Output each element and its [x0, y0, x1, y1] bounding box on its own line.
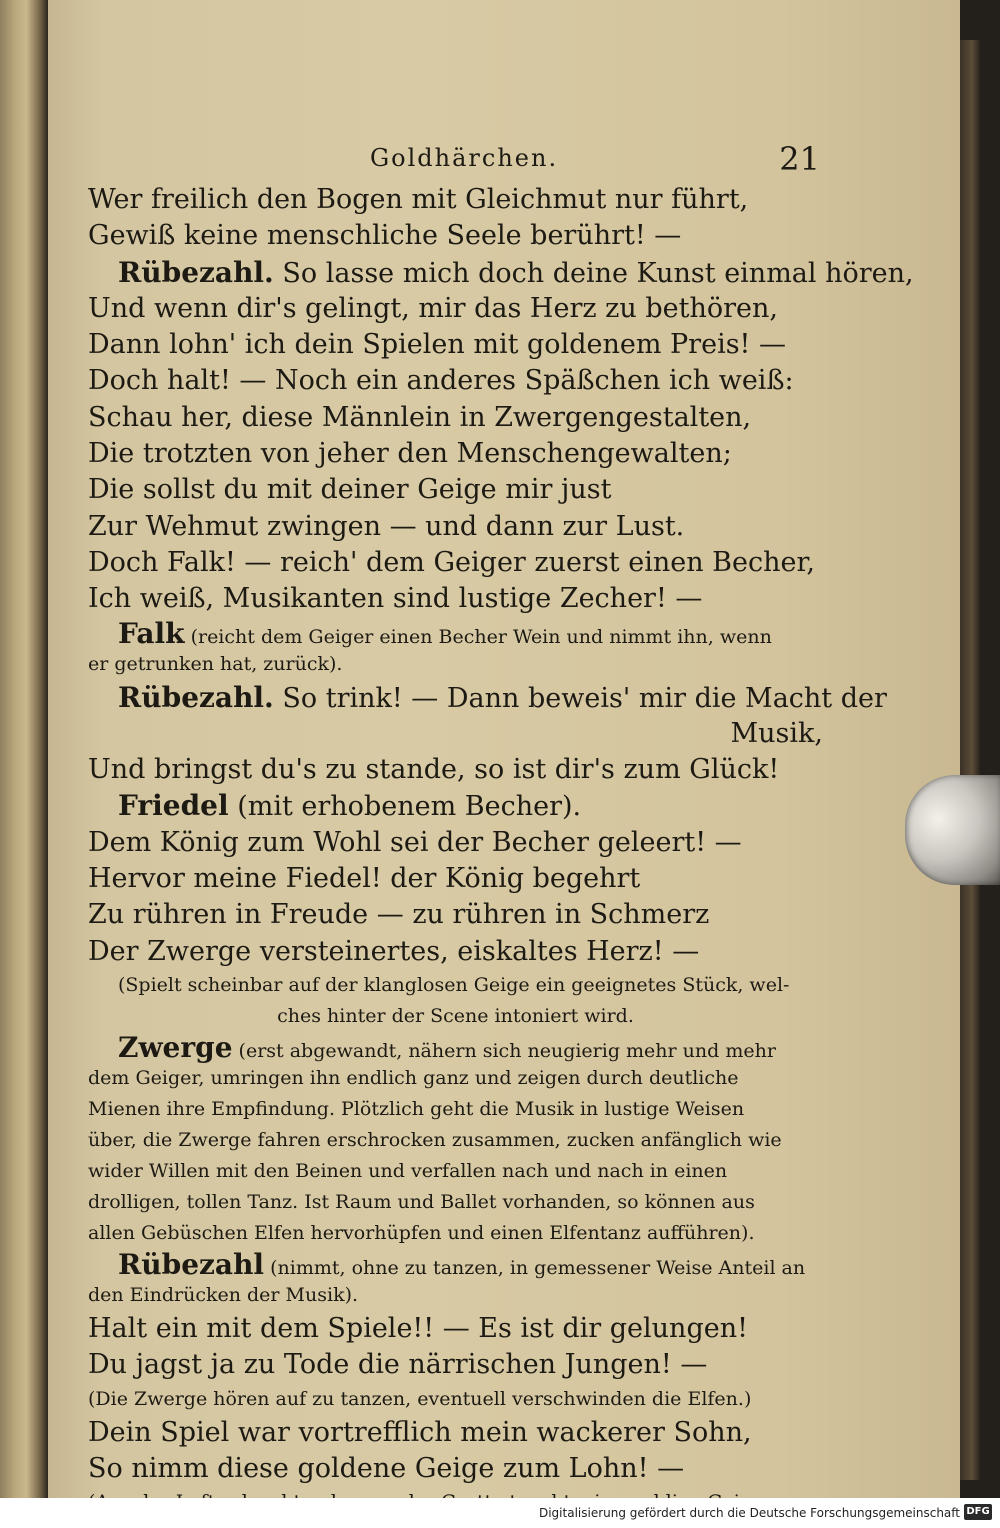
- speaker-line: [88, 788, 823, 824]
- line-text: Und bringst du's zu stande, so ist dir's zum Glück!: [88, 754, 780, 786]
- speaker-line: [88, 255, 914, 291]
- page-text: [88, 182, 914, 1518]
- footer-credit: Digitalisierung gefördert durch die Deutsche Forschungsgemeinschaft: [538, 1506, 960, 1520]
- verse-line: [88, 400, 823, 436]
- line-text: Der Zwerge versteinertes, eiskaltes Herz! —: [88, 935, 700, 967]
- line-text: Halt ein mit dem Spiele!! — Es ist dir gelungen!: [88, 1312, 748, 1344]
- line-text: Hervor meine Fiedel! der König begehrt: [88, 863, 641, 895]
- line-text: Doch halt! — Noch ein anderes Späßchen ich weiß:: [88, 365, 794, 397]
- verse-line: [88, 825, 823, 861]
- stage-direction-line: [88, 970, 823, 1001]
- line-text: (Die Zwerge hören auf zu tanzen, eventuell verschwinden die Elfen.): [88, 1387, 752, 1410]
- verse-line: [88, 716, 823, 752]
- speaker-name: Rübezahl.: [118, 255, 274, 289]
- line-text: Gewiß keine menschliche Seele berührt! —: [88, 220, 682, 252]
- line-text: Du jagst ja zu Tode die närrischen Jungen! —: [88, 1349, 708, 1381]
- verse-line: [88, 1451, 823, 1487]
- line-text: den Eindrücken der Musik).: [88, 1283, 359, 1306]
- stage-direction-line: [88, 1156, 823, 1187]
- verse-line: [88, 472, 823, 508]
- line-text: So lasse mich doch deine Kunst einmal hören,: [273, 257, 914, 289]
- line-text: Musik,: [730, 717, 823, 749]
- stage-direction-line: [88, 1063, 823, 1094]
- stage-direction-line: [88, 1187, 823, 1218]
- verse-line: [88, 509, 823, 545]
- running-head: [90, 140, 820, 180]
- verse-line: [88, 897, 823, 933]
- line-text: Und wenn dir's gelingt, mir das Herz zu bethören,: [88, 292, 778, 324]
- verse-line: [88, 1415, 823, 1451]
- page-number: 21: [779, 140, 820, 178]
- verse-line: [88, 1311, 823, 1347]
- line-text: Zu rühren in Freude — zu rühren in Schmerz: [88, 899, 710, 931]
- stage-direction-line: [88, 1280, 823, 1311]
- page-clip: [905, 775, 1000, 885]
- verse-line: [88, 363, 823, 399]
- stage-direction-line: [88, 649, 823, 680]
- stage-direction-line: [88, 1384, 823, 1415]
- verse-line: [88, 861, 823, 897]
- left-page-edge: [0, 0, 48, 1498]
- stage-direction-line: [88, 1125, 823, 1156]
- line-text: Wer freilich den Bogen mit Gleichmut nur führt,: [88, 184, 749, 215]
- speaker-name: Rübezahl.: [118, 680, 274, 714]
- line-text: Mienen ihre Empfindung. Plötzlich geht die Musik in lustige Weisen: [88, 1097, 745, 1120]
- line-text: er getrunken hat, zurück).: [88, 652, 343, 675]
- speaker-line: [88, 1032, 823, 1063]
- footer-bar: [0, 1498, 1000, 1528]
- line-text: (nimmt, ohne zu tanzen, in gemessener Weise Anteil an: [264, 1256, 806, 1279]
- verse-line: [88, 752, 823, 788]
- line-text: ches hinter der Scene intoniert wird.: [277, 1004, 634, 1027]
- verse-line: [88, 934, 823, 970]
- line-text: So nimm diese goldene Geige zum Lohn! —: [88, 1452, 685, 1484]
- line-text: dem Geiger, umringen ihn endlich ganz und zeigen durch deutliche: [88, 1066, 739, 1089]
- speaker-line: [88, 618, 823, 649]
- verse-line: [88, 1347, 823, 1383]
- line-text: über, die Zwerge fahren erschrocken zusammen, zucken anfänglich wie: [88, 1128, 782, 1151]
- line-text: Schau her, diese Männlein in Zwergengestalten,: [88, 401, 752, 433]
- line-text: (mit erhobenem Becher).: [228, 791, 582, 823]
- speaker-name: Rübezahl: [118, 1247, 265, 1281]
- verse-line: [88, 436, 823, 472]
- verse-line: [88, 545, 823, 581]
- book-right-edge: [960, 40, 980, 1480]
- speaker-name: Falk: [118, 616, 185, 650]
- running-title: Goldhärchen.: [370, 144, 559, 172]
- line-text: Doch Falk! — reich' dem Geiger zuerst einen Becher,: [88, 546, 815, 578]
- stage-direction-line: [88, 1001, 823, 1032]
- line-text: Dann lohn' ich dein Spielen mit goldenem Preis! —: [88, 329, 786, 361]
- line-text: Dein Spiel war vortrefflich mein wackerer Sohn,: [88, 1416, 752, 1448]
- line-text: So trink! — Dann beweis' mir die Macht der: [273, 682, 887, 714]
- line-text: allen Gebüschen Elfen hervorhüpfen und einen Elfentanz aufführen).: [88, 1221, 755, 1244]
- line-text: Die trotzten von jeher den Menschengewalten;: [88, 438, 732, 470]
- line-text: drolligen, tollen Tanz. Ist Raum und Ballet vorhanden, so können aus: [88, 1190, 755, 1213]
- line-text: (Spielt scheinbar auf der klanglosen Geige ein geeignetes Stück, wel-: [118, 973, 790, 996]
- line-text: Die sollst du mit deiner Geige mir just: [88, 474, 612, 506]
- dfg-logo: DFG: [964, 1504, 992, 1520]
- line-text: wider Willen mit den Beinen und verfallen nach und nach in einen: [88, 1159, 728, 1182]
- verse-line: [88, 581, 823, 617]
- verse-line: [88, 218, 823, 254]
- verse-line: [88, 327, 823, 363]
- verse-line: [88, 182, 823, 218]
- line-text: (reicht dem Geiger einen Becher Wein und nimmt ihn, wenn: [184, 625, 772, 648]
- line-text: (erst abgewandt, nähern sich neugierig mehr und mehr: [232, 1039, 776, 1062]
- verse-line: [88, 291, 823, 327]
- stage-direction-line: [88, 1218, 823, 1249]
- stage-direction-line: [88, 1094, 823, 1125]
- speaker-name: Zwerge: [118, 1030, 233, 1064]
- speaker-line: [88, 1249, 823, 1280]
- line-text: Ich weiß, Musikanten sind lustige Zecher! —: [88, 583, 703, 615]
- speaker-line: [88, 680, 887, 716]
- speaker-name: Friedel: [118, 789, 229, 823]
- line-text: Zur Wehmut zwingen — und dann zur Lust.: [88, 510, 685, 542]
- line-text: Dem König zum Wohl sei der Becher geleert! —: [88, 826, 742, 858]
